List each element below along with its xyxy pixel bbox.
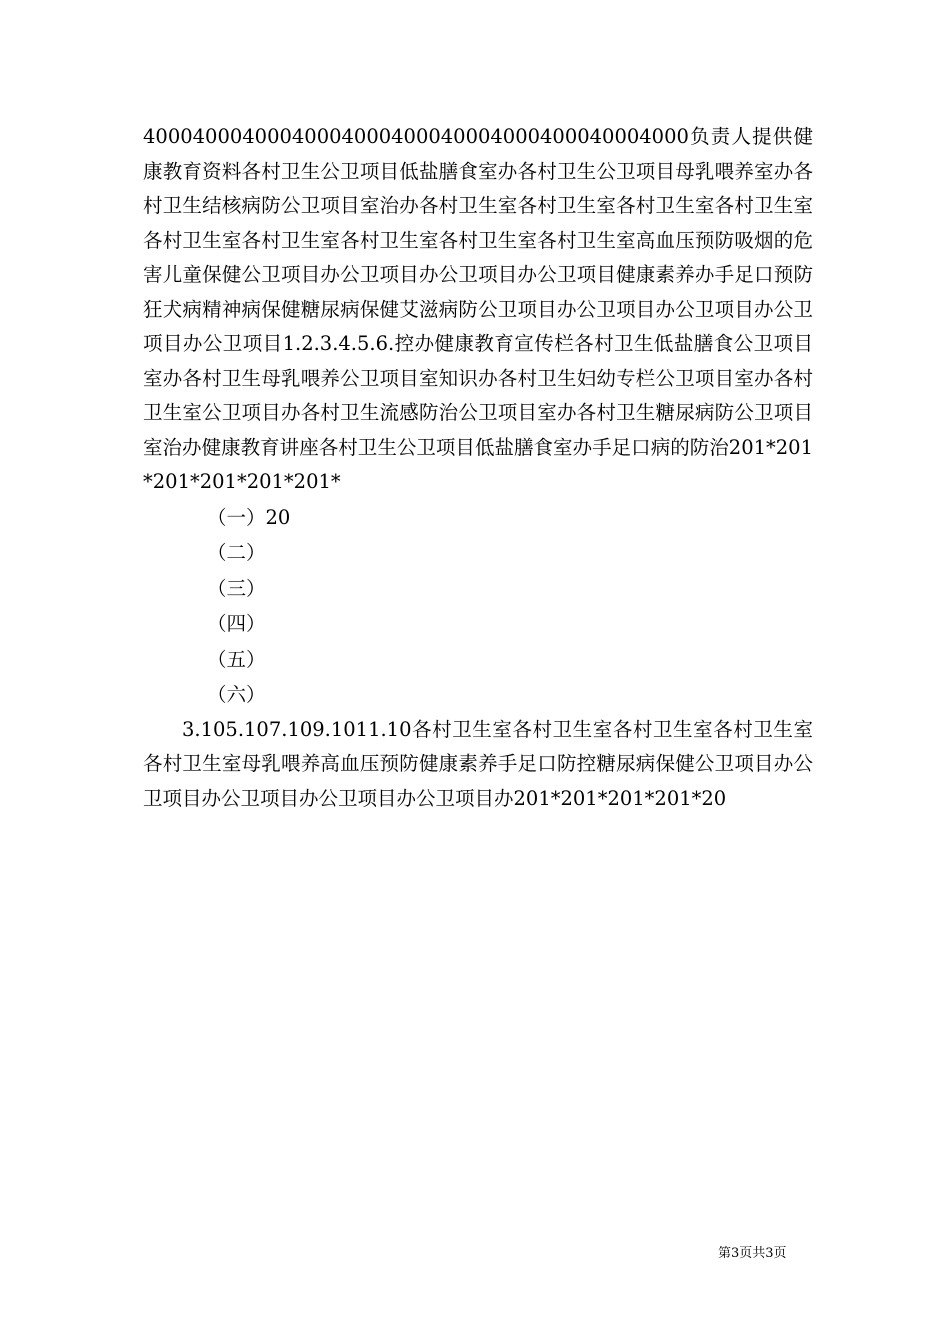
list-item-4: （四） xyxy=(207,612,266,635)
list-item-3: （三） xyxy=(207,576,266,600)
document-body xyxy=(143,120,813,816)
paragraph-2: 3.105.107.109.1011.10各村卫生室各村卫生室各村卫生室各村卫生室各村卫生室母乳喂养高血压预防健康素养手足口防控糖尿病保健公卫项目办公卫项目办公卫项目办公卫项目办公卫项目办201*201*201*201*20 xyxy=(143,717,813,810)
list-item-6: （六） xyxy=(207,683,266,706)
page-number: 第3页共3页 xyxy=(718,1246,787,1261)
paragraph-1: 40004000400040004000400040004000400040004000负责人提供健康教育资料各村卫生公卫项目低盐膳食室办各村卫生公卫项目母乳喂养室办各村卫生结核病防公卫项目室治办各村卫生室各村卫生室各村卫生室各村卫生室各村卫生室各村卫生室各村卫生室各村卫生室各村卫生室高血压预防吸烟的危害儿童保健公卫项目办公卫项目办公卫项目办公卫项目健康素养办手足口预防狂犬病精神病保健糖尿病保健艾滋病防公卫项目办公卫项目办公卫项目办公卫项目办公卫项目1.2.3.4.5.6.控办健康教育宣传栏各村卫生低盐膳食公卫项目室办各村卫生母乳喂养公卫项目室知识办各村卫生妇幼专栏公卫项目室办各村卫生室公卫项目办各村卫生流感防治公卫项目室办各村卫生糖尿病防公卫项目室治办健康教育讲座各村卫生公卫项目低盐膳食室办手足口病的防治201*201*201*201*201*201* xyxy=(143,125,813,493)
list-item-2: （二） xyxy=(207,541,266,564)
list-item-5: （五） xyxy=(207,647,266,671)
list-item-1: （一）20 xyxy=(207,505,291,529)
